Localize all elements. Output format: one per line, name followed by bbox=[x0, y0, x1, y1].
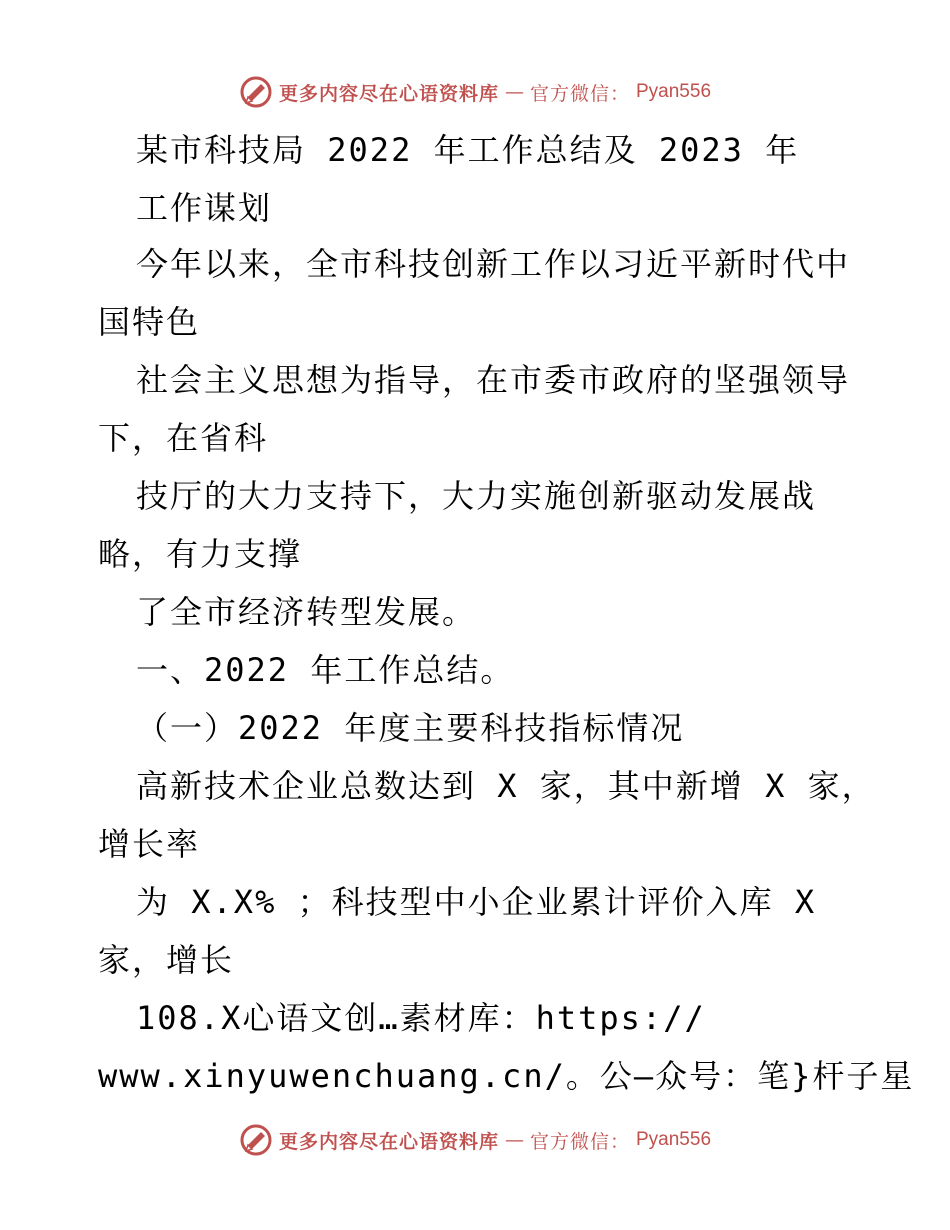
paragraph-line: 社会主义思想为指导，在市委市政府的坚强领导 bbox=[136, 361, 851, 399]
watermark-dash: — bbox=[504, 1129, 524, 1151]
paragraph-line: 下，在省科 bbox=[98, 419, 269, 457]
watermark-contact-label: 官方微信： bbox=[529, 1130, 630, 1153]
paragraph-line: 家，增长 bbox=[98, 941, 235, 979]
watermark-main-text: 更多内容尽在心语资料库 bbox=[278, 82, 499, 105]
pen-logo-icon bbox=[239, 75, 273, 109]
footer-watermark bbox=[0, 1120, 950, 1160]
title-line-2: 工作谋划 bbox=[136, 189, 273, 227]
paragraph-line: www.xinyuwenchuang.cn/。公—众号：笔}杆子星 bbox=[98, 1057, 915, 1095]
paragraph-line: 技厅的大力支持下，大力实施创新驱动发展战 bbox=[136, 477, 817, 515]
paragraph-line: 108.X心语文创…素材库：https:// bbox=[136, 999, 706, 1037]
paragraph-line: 了全市经济转型发展。 bbox=[136, 593, 477, 631]
paragraph-line: 国特色 bbox=[98, 303, 201, 341]
subsection-heading: （一）2022 年度主要科技指标情况 bbox=[136, 709, 685, 747]
paragraph-line: 今年以来，全市科技创新工作以习近平新时代中 bbox=[136, 245, 851, 283]
watermark-dash: — bbox=[504, 81, 524, 103]
paragraph-line: 为 X.X% ；科技型中小企业累计评价入库 X bbox=[136, 883, 817, 921]
watermark-account: Pyan556 bbox=[636, 1129, 712, 1150]
watermark-account: Pyan556 bbox=[636, 81, 712, 102]
pen-logo-icon bbox=[239, 1123, 273, 1157]
header-watermark bbox=[0, 72, 950, 112]
watermark-main-text: 更多内容尽在心语资料库 bbox=[278, 1130, 499, 1153]
paragraph-line: 高新技术企业总数达到 X 家，其中新增 X 家， bbox=[136, 767, 876, 805]
paragraph-line: 略，有力支撑 bbox=[98, 535, 303, 573]
watermark-contact-label: 官方微信： bbox=[529, 82, 630, 105]
section-heading: 一、2022 年工作总结。 bbox=[136, 651, 515, 689]
title-line-1: 某市科技局 2022 年工作总结及 2023 年 bbox=[136, 131, 800, 169]
paragraph-line: 增长率 bbox=[98, 825, 201, 863]
